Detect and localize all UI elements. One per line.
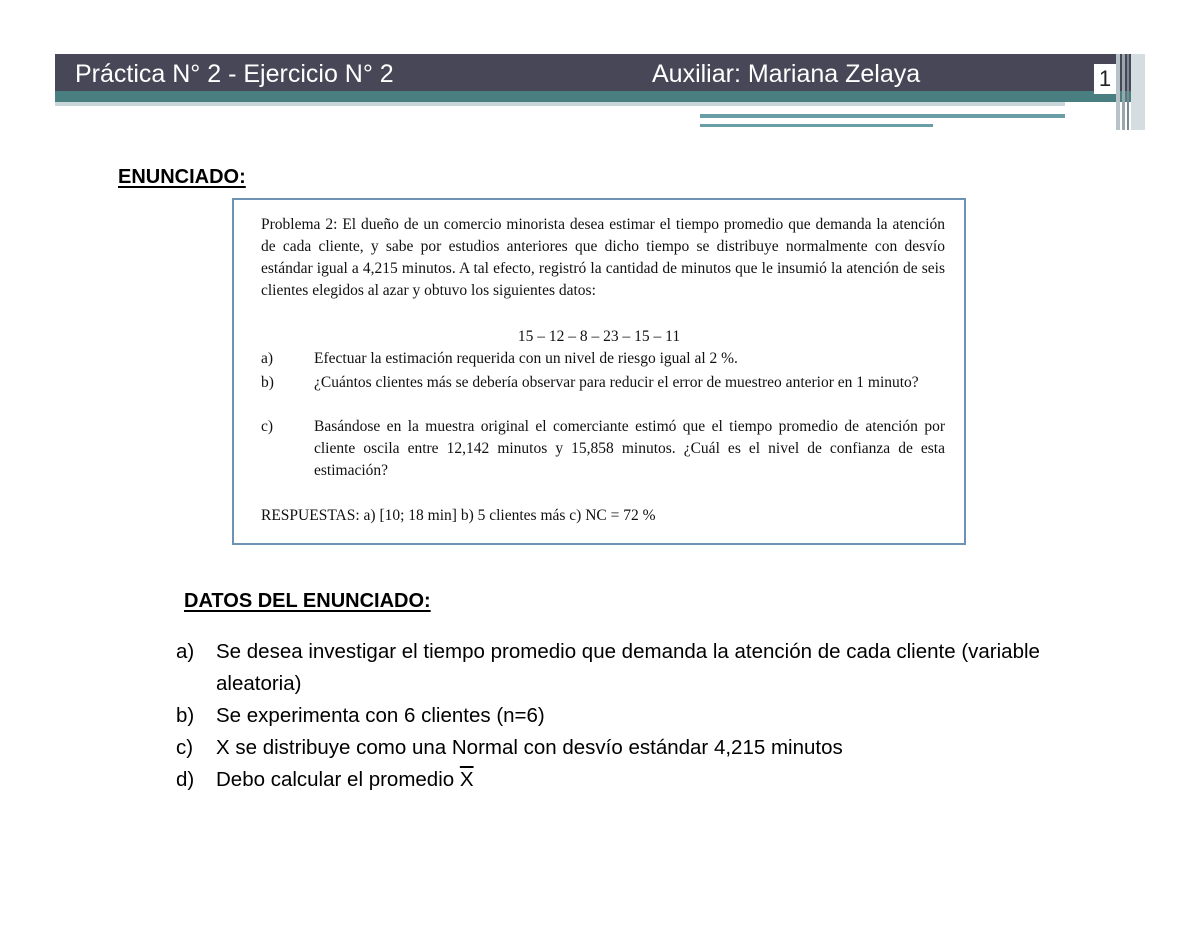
list-item-text: Se experimenta con 6 clientes (n=6) <box>216 704 545 727</box>
problem-answers: RESPUESTAS: a) [10; 18 min] b) 5 clientes más c) NC = 72 % <box>261 507 656 524</box>
enunciado-heading: ENUNCIADO: <box>118 166 246 188</box>
header-decor-line <box>700 124 933 127</box>
list-item-text: Se desea investigar el tiempo promedio que demanda la atención de cada cliente (variable aleatoria) <box>216 640 1040 695</box>
problem-statement-box <box>232 198 966 545</box>
header-decor-stripe <box>1131 54 1145 130</box>
list-item-label: b) <box>176 704 195 727</box>
list-item <box>176 764 1076 796</box>
datos-list <box>176 636 1076 796</box>
slide-title: Práctica N° 2 - Ejercicio N° 2 <box>75 60 394 88</box>
problem-intro: Problema 2: El dueño de un comercio minorista desea estimar el tiempo promedio que demanda la atención de cada cliente, y sabe por estudios anteriores que dicho tiempo se distribuye normalmente con desvío estándar igual a 4,215 minutos. A tal efecto, registró la cantidad de minutos que le insumió la atención de seis clientes elegidos al azar y obtuvo los siguientes datos: <box>261 216 945 299</box>
page-number: 1 <box>1094 64 1116 94</box>
list-item-text: X se distribuye como una Normal con desvío estándar 4,215 minutos <box>216 736 843 759</box>
problem-item-text: Efectuar la estimación requerida con un nivel de riesgo igual al 2 %. <box>314 350 738 367</box>
list-item-label: a) <box>176 640 195 663</box>
problem-item-text: ¿Cuántos clientes más se debería observar para reducir el error de muestreo anterior en 1 minuto? <box>314 374 919 391</box>
header-decor-stripe <box>1127 54 1129 130</box>
problem-item-label: b) <box>261 374 274 391</box>
problem-item-b <box>261 372 945 394</box>
author-label: Auxiliar: Mariana Zelaya <box>652 60 921 88</box>
sample-mean-symbol: $\overline{X}$ <box>459 768 474 791</box>
list-item <box>176 636 1076 700</box>
problem-item-label: a) <box>261 350 274 367</box>
list-item <box>176 732 1076 764</box>
problem-data-values: 15 – 12 – 8 – 23 – 15 – 11 <box>517 328 681 345</box>
header-underline <box>55 102 1065 106</box>
list-item-text: Debo calcular el promedio <box>216 768 455 791</box>
list-item-label: c) <box>176 736 194 759</box>
datos-heading: DATOS DEL ENUNCIADO: <box>184 590 431 612</box>
header-decor-stripe <box>1122 54 1125 130</box>
list-item <box>176 700 1076 732</box>
header-decor-line <box>700 114 1065 118</box>
list-item-label: d) <box>176 768 195 791</box>
header-decor-stripe <box>1116 54 1120 130</box>
header-accent-band <box>55 91 1133 102</box>
problem-item-label: c) <box>261 418 274 435</box>
problem-item-text: Basándose en la muestra original el comerciante estimó que el tiempo promedio de atención por cliente oscila entre 12,142 minutos y 15,858 minutos. ¿Cuál es el nivel de confianza de esta estimación? <box>314 418 945 479</box>
problem-item-c <box>261 416 945 482</box>
problem-item-a <box>261 348 945 370</box>
